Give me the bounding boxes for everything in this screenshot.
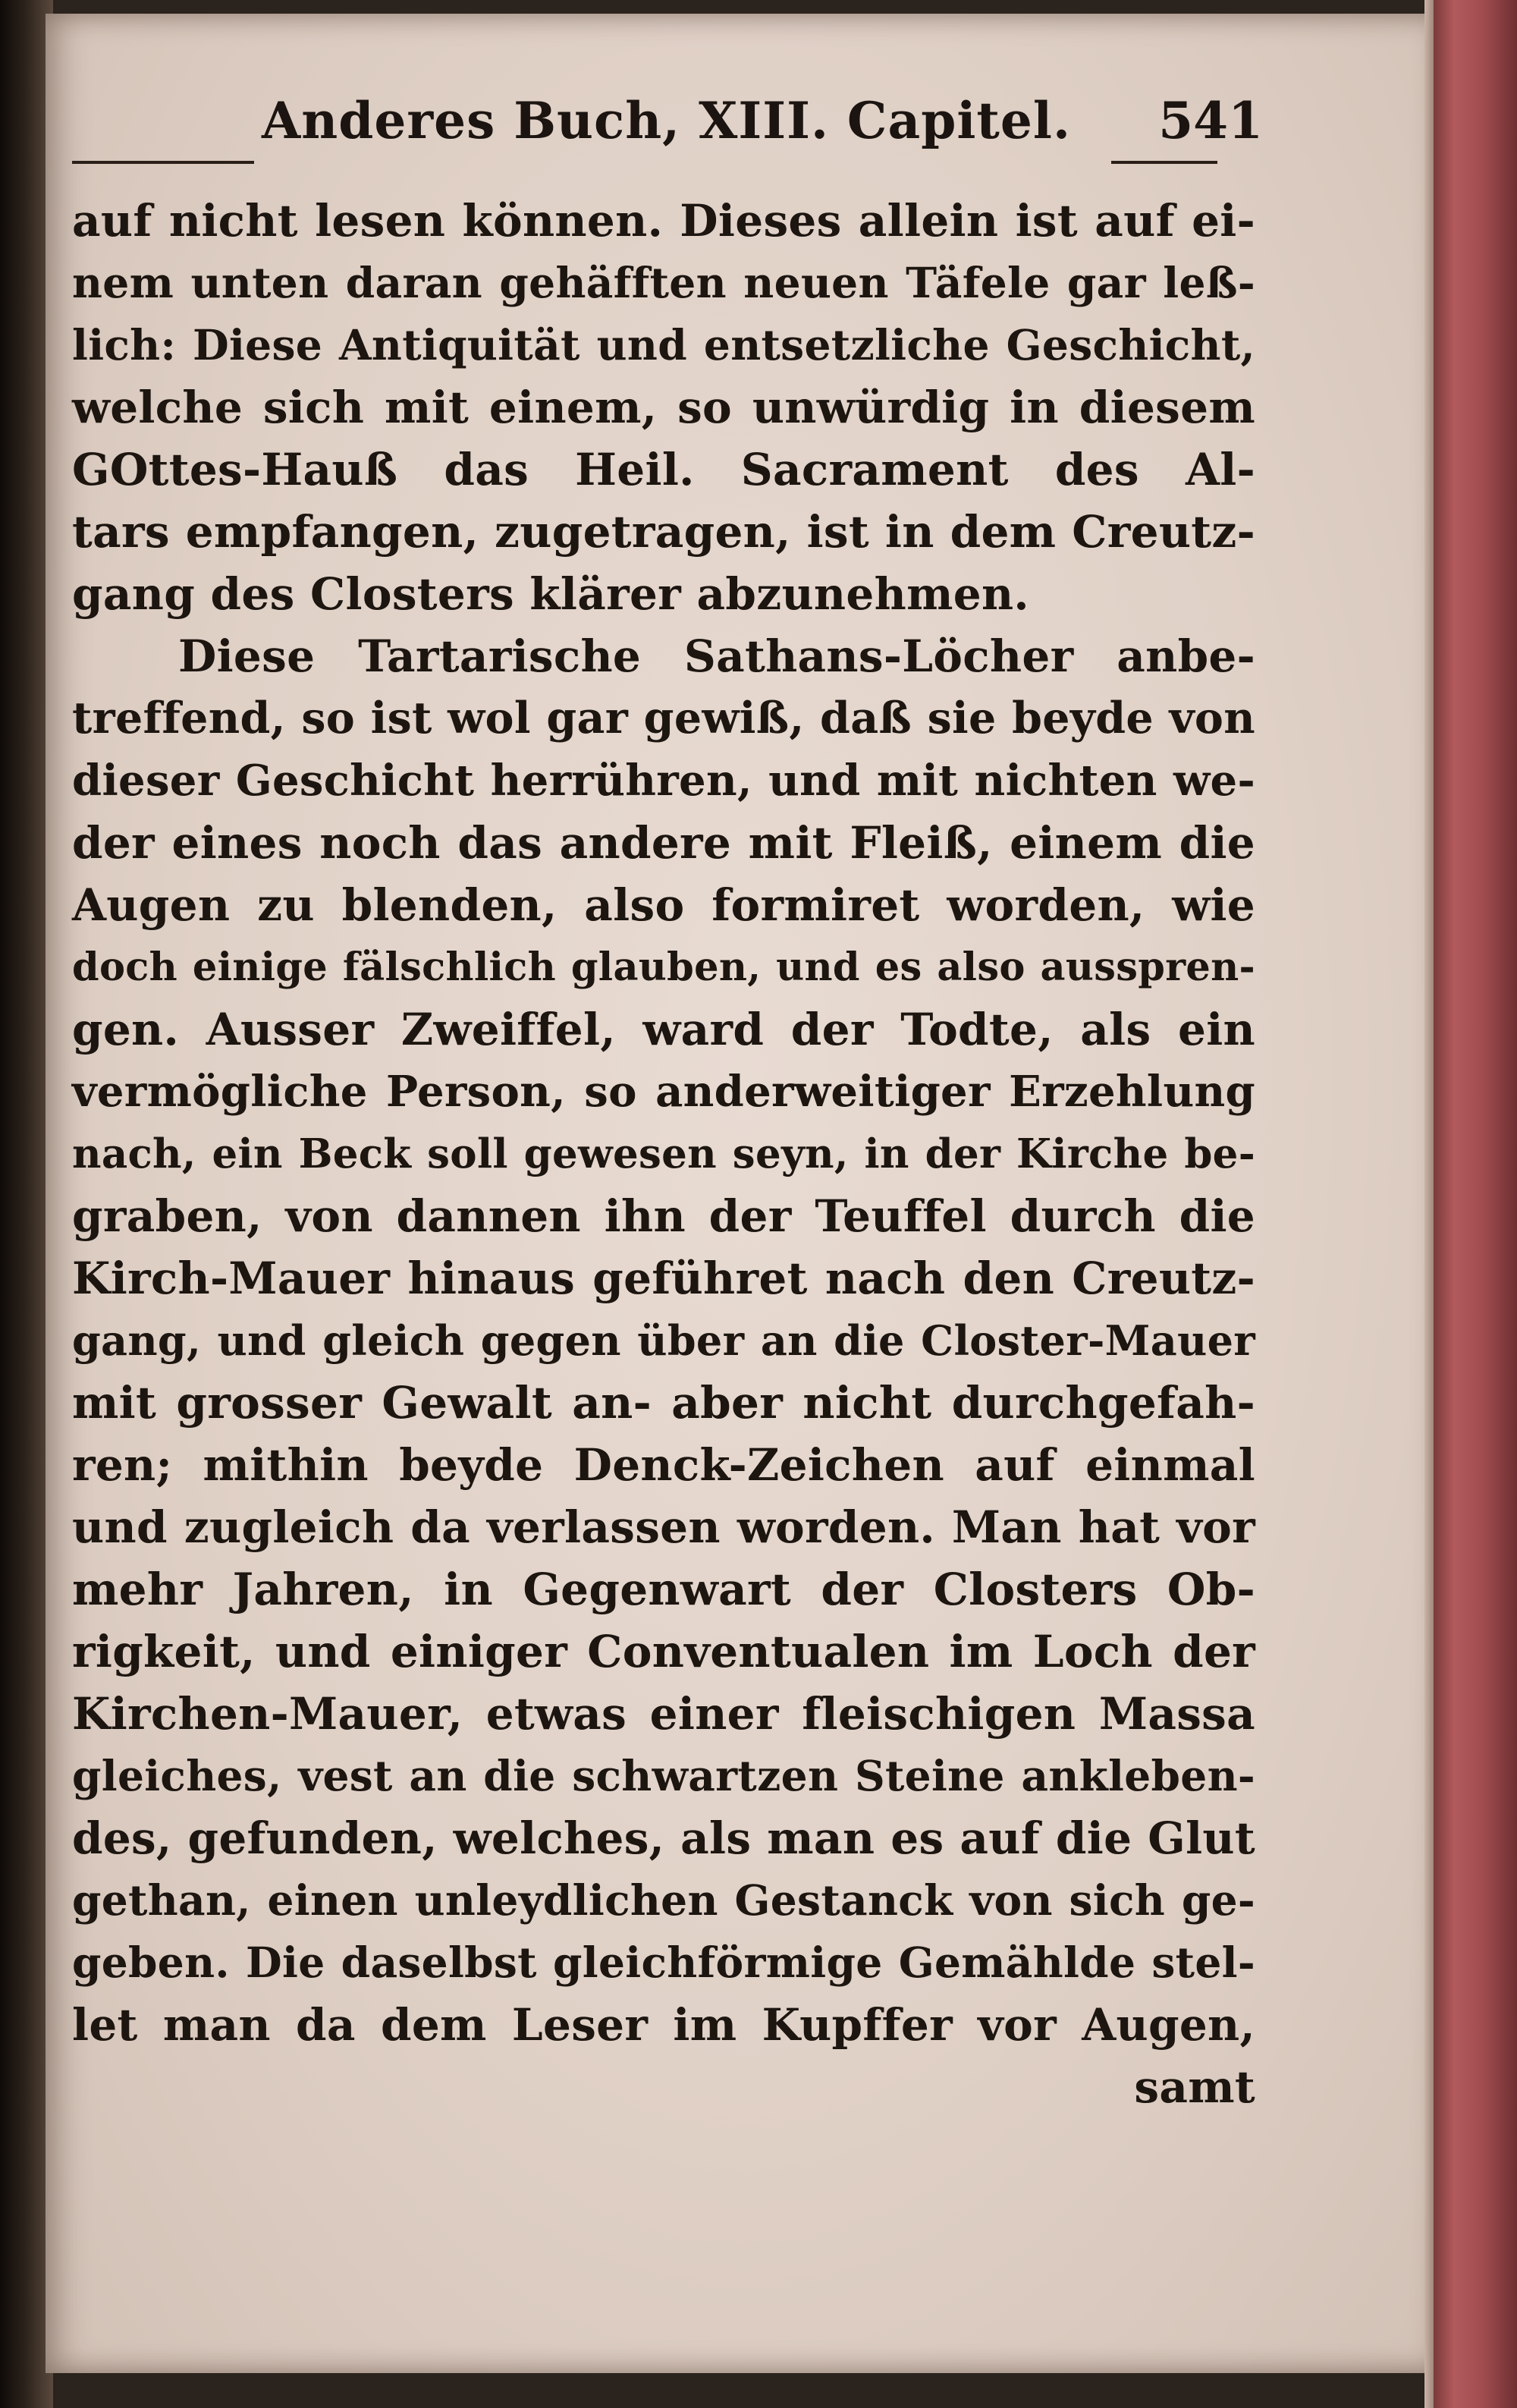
text-line: welche sich mit einem, so unwürdig in diesem bbox=[72, 382, 1255, 433]
text-line: let man da dem Leser im Kupffer vor Augen, bbox=[72, 1999, 1255, 2051]
text-line: gen. Ausser Zweiffel, ward der Todte, als ein bbox=[72, 1004, 1255, 1055]
text-line: geben. Die daselbst gleichförmige Gemählde stel- bbox=[72, 1938, 1255, 1987]
text-line: Augen zu blenden, also formiret worden, wie bbox=[72, 879, 1255, 931]
text-line: und zugleich da verlassen worden. Man hat vor bbox=[72, 1501, 1255, 1553]
text-line: Diese Tartarische Sathans-Löcher anbe- bbox=[178, 630, 1255, 682]
text-line: ren; mithin beyde Denck-Zeichen auf einmal bbox=[72, 1439, 1255, 1491]
text-line: des, gefunden, welches, als man es auf die Glut bbox=[72, 1812, 1255, 1864]
text-line: gang des Closters klärer abzunehmen. bbox=[72, 568, 1029, 620]
text-line: gethan, einen unleydlichen Gestanck von sich ge- bbox=[72, 1875, 1255, 1925]
header-rule-left bbox=[72, 161, 254, 164]
page-number: 541 bbox=[1158, 91, 1263, 150]
text-line: auf nicht lesen können. Dieses allein ist auf ei- bbox=[72, 195, 1255, 247]
text-line: dieser Geschicht herrühren, und mit nichten we- bbox=[72, 756, 1255, 806]
text-line: rigkeit, und einiger Conventualen im Loch der bbox=[72, 1626, 1255, 1677]
body-text bbox=[72, 190, 1255, 2118]
catchword: samt bbox=[1134, 2061, 1255, 2113]
text-line: gang, und gleich gegen über an die Closter-Mauer bbox=[72, 1316, 1255, 1365]
text-line: nem unten daran gehäfften neuen Täfele gar leß- bbox=[72, 258, 1255, 307]
text-line: der eines noch das andere mit Fleiß, einem die bbox=[72, 817, 1255, 869]
text-line: mit grosser Gewalt an- aber nicht durchgefah- bbox=[72, 1377, 1255, 1429]
text-line: GOttes-Hauß das Heil. Sacrament des Al- bbox=[72, 444, 1255, 495]
text-line: Kirch-Mauer hinaus geführet nach den Creutz- bbox=[72, 1253, 1255, 1304]
text-line: tars empfangen, zugetragen, ist in dem Creutz- bbox=[72, 506, 1255, 558]
text-line: lich: Diese Antiquität und entsetzliche Geschicht, bbox=[72, 320, 1255, 369]
running-head-title: Anderes Buch, XIII. Capitel. bbox=[262, 91, 1071, 150]
text-line: nach, ein Beck soll gewesen seyn, in der Kirche be- bbox=[72, 1130, 1255, 1177]
running-head bbox=[72, 91, 1263, 174]
text-line: mehr Jahren, in Gegenwart der Closters Ob- bbox=[72, 1564, 1255, 1615]
text-line: gleiches, vest an die schwartzen Steine ankleben- bbox=[72, 1751, 1255, 1800]
red-fore-edge bbox=[1434, 0, 1517, 2408]
text-line: doch einige fälschlich glauben, und es also ausspren- bbox=[72, 945, 1255, 990]
text-line: vermögliche Person, so anderweitiger Erzehlung bbox=[72, 1067, 1255, 1117]
text-line: graben, von dannen ihn der Teuffel durch die bbox=[72, 1190, 1255, 1242]
header-rule-right bbox=[1111, 161, 1217, 164]
text-line: Kirchen-Mauer, etwas einer fleischigen Massa bbox=[72, 1688, 1255, 1740]
text-line: treffend, so ist wol gar gewiß, daß sie beyde von bbox=[72, 693, 1255, 743]
